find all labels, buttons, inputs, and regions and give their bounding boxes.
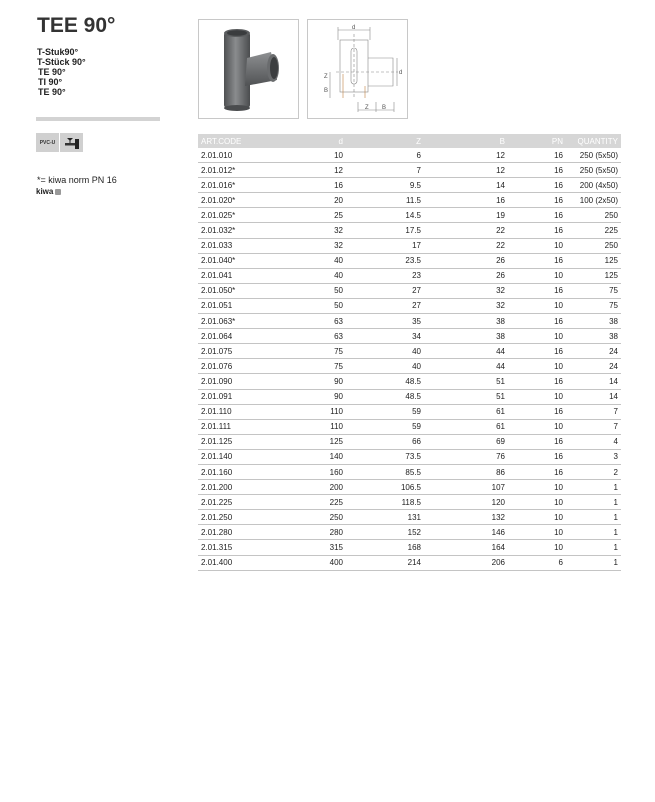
cell-pn: 10 (508, 495, 566, 510)
solvent-socket-icon (60, 133, 83, 152)
cell-d: 40 (290, 253, 346, 268)
table-row (198, 329, 621, 344)
cell-z: 106.5 (346, 480, 424, 495)
cell-quantity: 250 (5x50) (566, 148, 621, 163)
kiwa-note: *= kiwa norm PN 16 (37, 175, 117, 185)
cell-artcode: 2.01.090 (198, 374, 290, 389)
table-row (198, 464, 621, 479)
cell-quantity: 14 (566, 374, 621, 389)
cell-z: 7 (346, 163, 424, 178)
cell-pn: 10 (508, 510, 566, 525)
cell-quantity: 1 (566, 555, 621, 570)
cell-b: 12 (424, 163, 508, 178)
cell-pn: 16 (508, 223, 566, 238)
col-d: d (290, 134, 346, 148)
cell-d: 25 (290, 208, 346, 223)
cell-z: 6 (346, 148, 424, 163)
cell-d: 12 (290, 163, 346, 178)
cell-artcode: 2.01.076 (198, 359, 290, 374)
table-row (198, 268, 621, 283)
cell-b: 26 (424, 268, 508, 283)
cell-z: 9.5 (346, 178, 424, 193)
cell-z: 40 (346, 359, 424, 374)
label-z-bottom: Z (365, 105, 369, 111)
cell-z: 23.5 (346, 253, 424, 268)
product-names (37, 47, 86, 97)
cell-d: 90 (290, 374, 346, 389)
table-row (198, 495, 621, 510)
name-es: TE 90° (38, 87, 66, 97)
cell-z: 14.5 (346, 208, 424, 223)
cell-pn: 16 (508, 178, 566, 193)
cell-artcode: 2.01.010 (198, 148, 290, 163)
dimensions-table (198, 134, 621, 571)
table-row (198, 163, 621, 178)
cell-b: 120 (424, 495, 508, 510)
cell-quantity: 4 (566, 434, 621, 449)
cell-b: 61 (424, 419, 508, 434)
cell-artcode: 2.01.280 (198, 525, 290, 540)
cell-d: 63 (290, 314, 346, 329)
cell-quantity: 1 (566, 540, 621, 555)
divider (36, 117, 160, 121)
cell-z: 27 (346, 283, 424, 298)
cell-z: 85.5 (346, 464, 424, 479)
cell-b: 26 (424, 253, 508, 268)
cell-d: 10 (290, 148, 346, 163)
cell-z: 35 (346, 314, 424, 329)
cell-z: 118.5 (346, 495, 424, 510)
cell-artcode: 2.01.016* (198, 178, 290, 193)
col-quantity: QUANTITY (566, 134, 621, 148)
col-z: Z (346, 134, 424, 148)
cell-pn: 10 (508, 540, 566, 555)
cell-pn: 10 (508, 238, 566, 253)
cell-z: 34 (346, 329, 424, 344)
cell-b: 38 (424, 329, 508, 344)
label-d-top: d (352, 25, 356, 31)
cell-z: 23 (346, 268, 424, 283)
cell-b: 76 (424, 449, 508, 464)
cell-quantity: 125 (566, 253, 621, 268)
kiwa-logo (36, 187, 61, 196)
cell-b: 61 (424, 404, 508, 419)
table-row (198, 208, 621, 223)
cell-z: 11.5 (346, 193, 424, 208)
table-row (198, 480, 621, 495)
cell-z: 168 (346, 540, 424, 555)
cell-b: 19 (424, 208, 508, 223)
cell-z: 131 (346, 510, 424, 525)
name-it: TI 90° (38, 77, 63, 87)
table-row (198, 389, 621, 404)
cell-z: 48.5 (346, 374, 424, 389)
cell-artcode: 2.01.025* (198, 208, 290, 223)
cell-d: 32 (290, 223, 346, 238)
cell-d: 160 (290, 464, 346, 479)
cell-artcode: 2.01.032* (198, 223, 290, 238)
table-row (198, 223, 621, 238)
cell-quantity: 200 (4x50) (566, 178, 621, 193)
cell-quantity: 38 (566, 314, 621, 329)
cell-z: 17.5 (346, 223, 424, 238)
cell-pn: 16 (508, 163, 566, 178)
cell-pn: 16 (508, 314, 566, 329)
cell-d: 400 (290, 555, 346, 570)
table-row (198, 283, 621, 298)
cell-z: 59 (346, 404, 424, 419)
cell-artcode: 2.01.200 (198, 480, 290, 495)
cell-quantity: 7 (566, 404, 621, 419)
cell-d: 90 (290, 389, 346, 404)
cell-z: 40 (346, 344, 424, 359)
cell-z: 48.5 (346, 389, 424, 404)
cell-artcode: 2.01.033 (198, 238, 290, 253)
cell-pn: 16 (508, 193, 566, 208)
cell-pn: 16 (508, 253, 566, 268)
cell-artcode: 2.01.063* (198, 314, 290, 329)
material-label: PVC-U (39, 139, 56, 146)
cell-z: 27 (346, 298, 424, 313)
col-pn: PN (508, 134, 566, 148)
cell-b: 107 (424, 480, 508, 495)
cell-d: 75 (290, 359, 346, 374)
cell-quantity: 250 (566, 238, 621, 253)
table-row (198, 374, 621, 389)
cell-d: 16 (290, 178, 346, 193)
cell-b: 44 (424, 344, 508, 359)
cell-quantity: 38 (566, 329, 621, 344)
cell-quantity: 75 (566, 283, 621, 298)
cell-b: 32 (424, 283, 508, 298)
cell-quantity: 14 (566, 389, 621, 404)
cell-pn: 16 (508, 449, 566, 464)
cell-quantity: 24 (566, 344, 621, 359)
cell-d: 63 (290, 329, 346, 344)
cell-b: 86 (424, 464, 508, 479)
col-b: B (424, 134, 508, 148)
cell-pn: 16 (508, 208, 566, 223)
badges (36, 133, 83, 152)
cell-b: 22 (424, 223, 508, 238)
cell-d: 315 (290, 540, 346, 555)
cell-pn: 16 (508, 464, 566, 479)
name-nl: T-Stuk90° (37, 47, 79, 57)
col-artcode: ART.CODE (198, 134, 290, 148)
cell-quantity: 225 (566, 223, 621, 238)
cell-artcode: 2.01.041 (198, 268, 290, 283)
kiwa-text: kiwa (36, 187, 54, 196)
cell-b: 14 (424, 178, 508, 193)
table-row (198, 253, 621, 268)
cell-artcode: 2.01.040* (198, 253, 290, 268)
cell-quantity: 250 (5x50) (566, 163, 621, 178)
cell-quantity: 1 (566, 525, 621, 540)
cell-artcode: 2.01.050* (198, 283, 290, 298)
cell-b: 206 (424, 555, 508, 570)
cell-quantity: 1 (566, 495, 621, 510)
cell-d: 20 (290, 193, 346, 208)
cell-quantity: 24 (566, 359, 621, 374)
cell-b: 51 (424, 374, 508, 389)
label-d-right: d (399, 70, 403, 76)
cell-artcode: 2.01.125 (198, 434, 290, 449)
cell-d: 200 (290, 480, 346, 495)
cell-pn: 16 (508, 283, 566, 298)
table-row (198, 540, 621, 555)
cell-z: 66 (346, 434, 424, 449)
cell-quantity: 7 (566, 419, 621, 434)
cell-z: 152 (346, 525, 424, 540)
cell-d: 75 (290, 344, 346, 359)
cell-pn: 10 (508, 359, 566, 374)
cell-d: 40 (290, 268, 346, 283)
page-title: TEE 90° (37, 14, 116, 37)
cell-quantity: 100 (2x50) (566, 193, 621, 208)
cell-pn: 10 (508, 525, 566, 540)
table-row (198, 555, 621, 570)
cell-pn: 16 (508, 148, 566, 163)
cell-d: 32 (290, 238, 346, 253)
cell-artcode: 2.01.250 (198, 510, 290, 525)
cell-artcode: 2.01.064 (198, 329, 290, 344)
cell-pn: 10 (508, 329, 566, 344)
cell-b: 44 (424, 359, 508, 374)
cell-pn: 10 (508, 419, 566, 434)
cell-z: 17 (346, 238, 424, 253)
cell-quantity: 1 (566, 480, 621, 495)
table-row (198, 314, 621, 329)
table-row (198, 449, 621, 464)
table-row (198, 359, 621, 374)
table-row (198, 404, 621, 419)
table-row (198, 344, 621, 359)
cell-quantity: 125 (566, 268, 621, 283)
technical-drawing (307, 19, 408, 119)
cell-pn: 10 (508, 480, 566, 495)
cell-quantity: 3 (566, 449, 621, 464)
cell-d: 125 (290, 434, 346, 449)
cell-pn: 10 (508, 298, 566, 313)
label-z-left: Z (324, 74, 328, 80)
table-header-row (198, 134, 621, 148)
cell-b: 146 (424, 525, 508, 540)
table-row (198, 178, 621, 193)
cell-pn: 16 (508, 434, 566, 449)
cell-d: 110 (290, 404, 346, 419)
cell-pn: 16 (508, 344, 566, 359)
cell-b: 69 (424, 434, 508, 449)
cell-d: 250 (290, 510, 346, 525)
name-fr: TE 90° (38, 67, 66, 77)
table-row (198, 193, 621, 208)
cell-artcode: 2.01.075 (198, 344, 290, 359)
name-de: T-Stück 90° (37, 57, 86, 67)
cell-artcode: 2.01.160 (198, 464, 290, 479)
product-photo (198, 19, 299, 119)
cell-pn: 10 (508, 268, 566, 283)
cell-b: 38 (424, 314, 508, 329)
cell-artcode: 2.01.225 (198, 495, 290, 510)
cell-b: 22 (424, 238, 508, 253)
cell-artcode: 2.01.110 (198, 404, 290, 419)
table-row (198, 148, 621, 163)
cell-b: 51 (424, 389, 508, 404)
cell-artcode: 2.01.012* (198, 163, 290, 178)
cell-d: 280 (290, 525, 346, 540)
material-badge (36, 133, 59, 152)
table-row (198, 419, 621, 434)
cell-d: 140 (290, 449, 346, 464)
label-b-bottom: B (382, 105, 387, 111)
cell-z: 73.5 (346, 449, 424, 464)
table-row (198, 510, 621, 525)
cell-artcode: 2.01.091 (198, 389, 290, 404)
cell-pn: 16 (508, 374, 566, 389)
cell-artcode: 2.01.140 (198, 449, 290, 464)
cell-z: 59 (346, 419, 424, 434)
cell-d: 110 (290, 419, 346, 434)
cell-quantity: 250 (566, 208, 621, 223)
cell-quantity: 75 (566, 298, 621, 313)
cell-artcode: 2.01.400 (198, 555, 290, 570)
cell-d: 50 (290, 298, 346, 313)
cell-artcode: 2.01.020* (198, 193, 290, 208)
cell-b: 132 (424, 510, 508, 525)
cell-b: 164 (424, 540, 508, 555)
cell-b: 12 (424, 148, 508, 163)
table-row (198, 238, 621, 253)
table-row (198, 298, 621, 313)
cell-pn: 16 (508, 404, 566, 419)
cell-d: 50 (290, 283, 346, 298)
cell-quantity: 1 (566, 510, 621, 525)
cell-pn: 6 (508, 555, 566, 570)
cell-z: 214 (346, 555, 424, 570)
cell-b: 32 (424, 298, 508, 313)
table-row (198, 434, 621, 449)
cell-b: 16 (424, 193, 508, 208)
cell-artcode: 2.01.315 (198, 540, 290, 555)
cell-artcode: 2.01.111 (198, 419, 290, 434)
cell-d: 225 (290, 495, 346, 510)
cell-artcode: 2.01.051 (198, 298, 290, 313)
cell-pn: 10 (508, 389, 566, 404)
table-row (198, 525, 621, 540)
kiwa-mark-icon (55, 189, 61, 195)
cell-quantity: 2 (566, 464, 621, 479)
label-b-left: B (324, 88, 329, 94)
